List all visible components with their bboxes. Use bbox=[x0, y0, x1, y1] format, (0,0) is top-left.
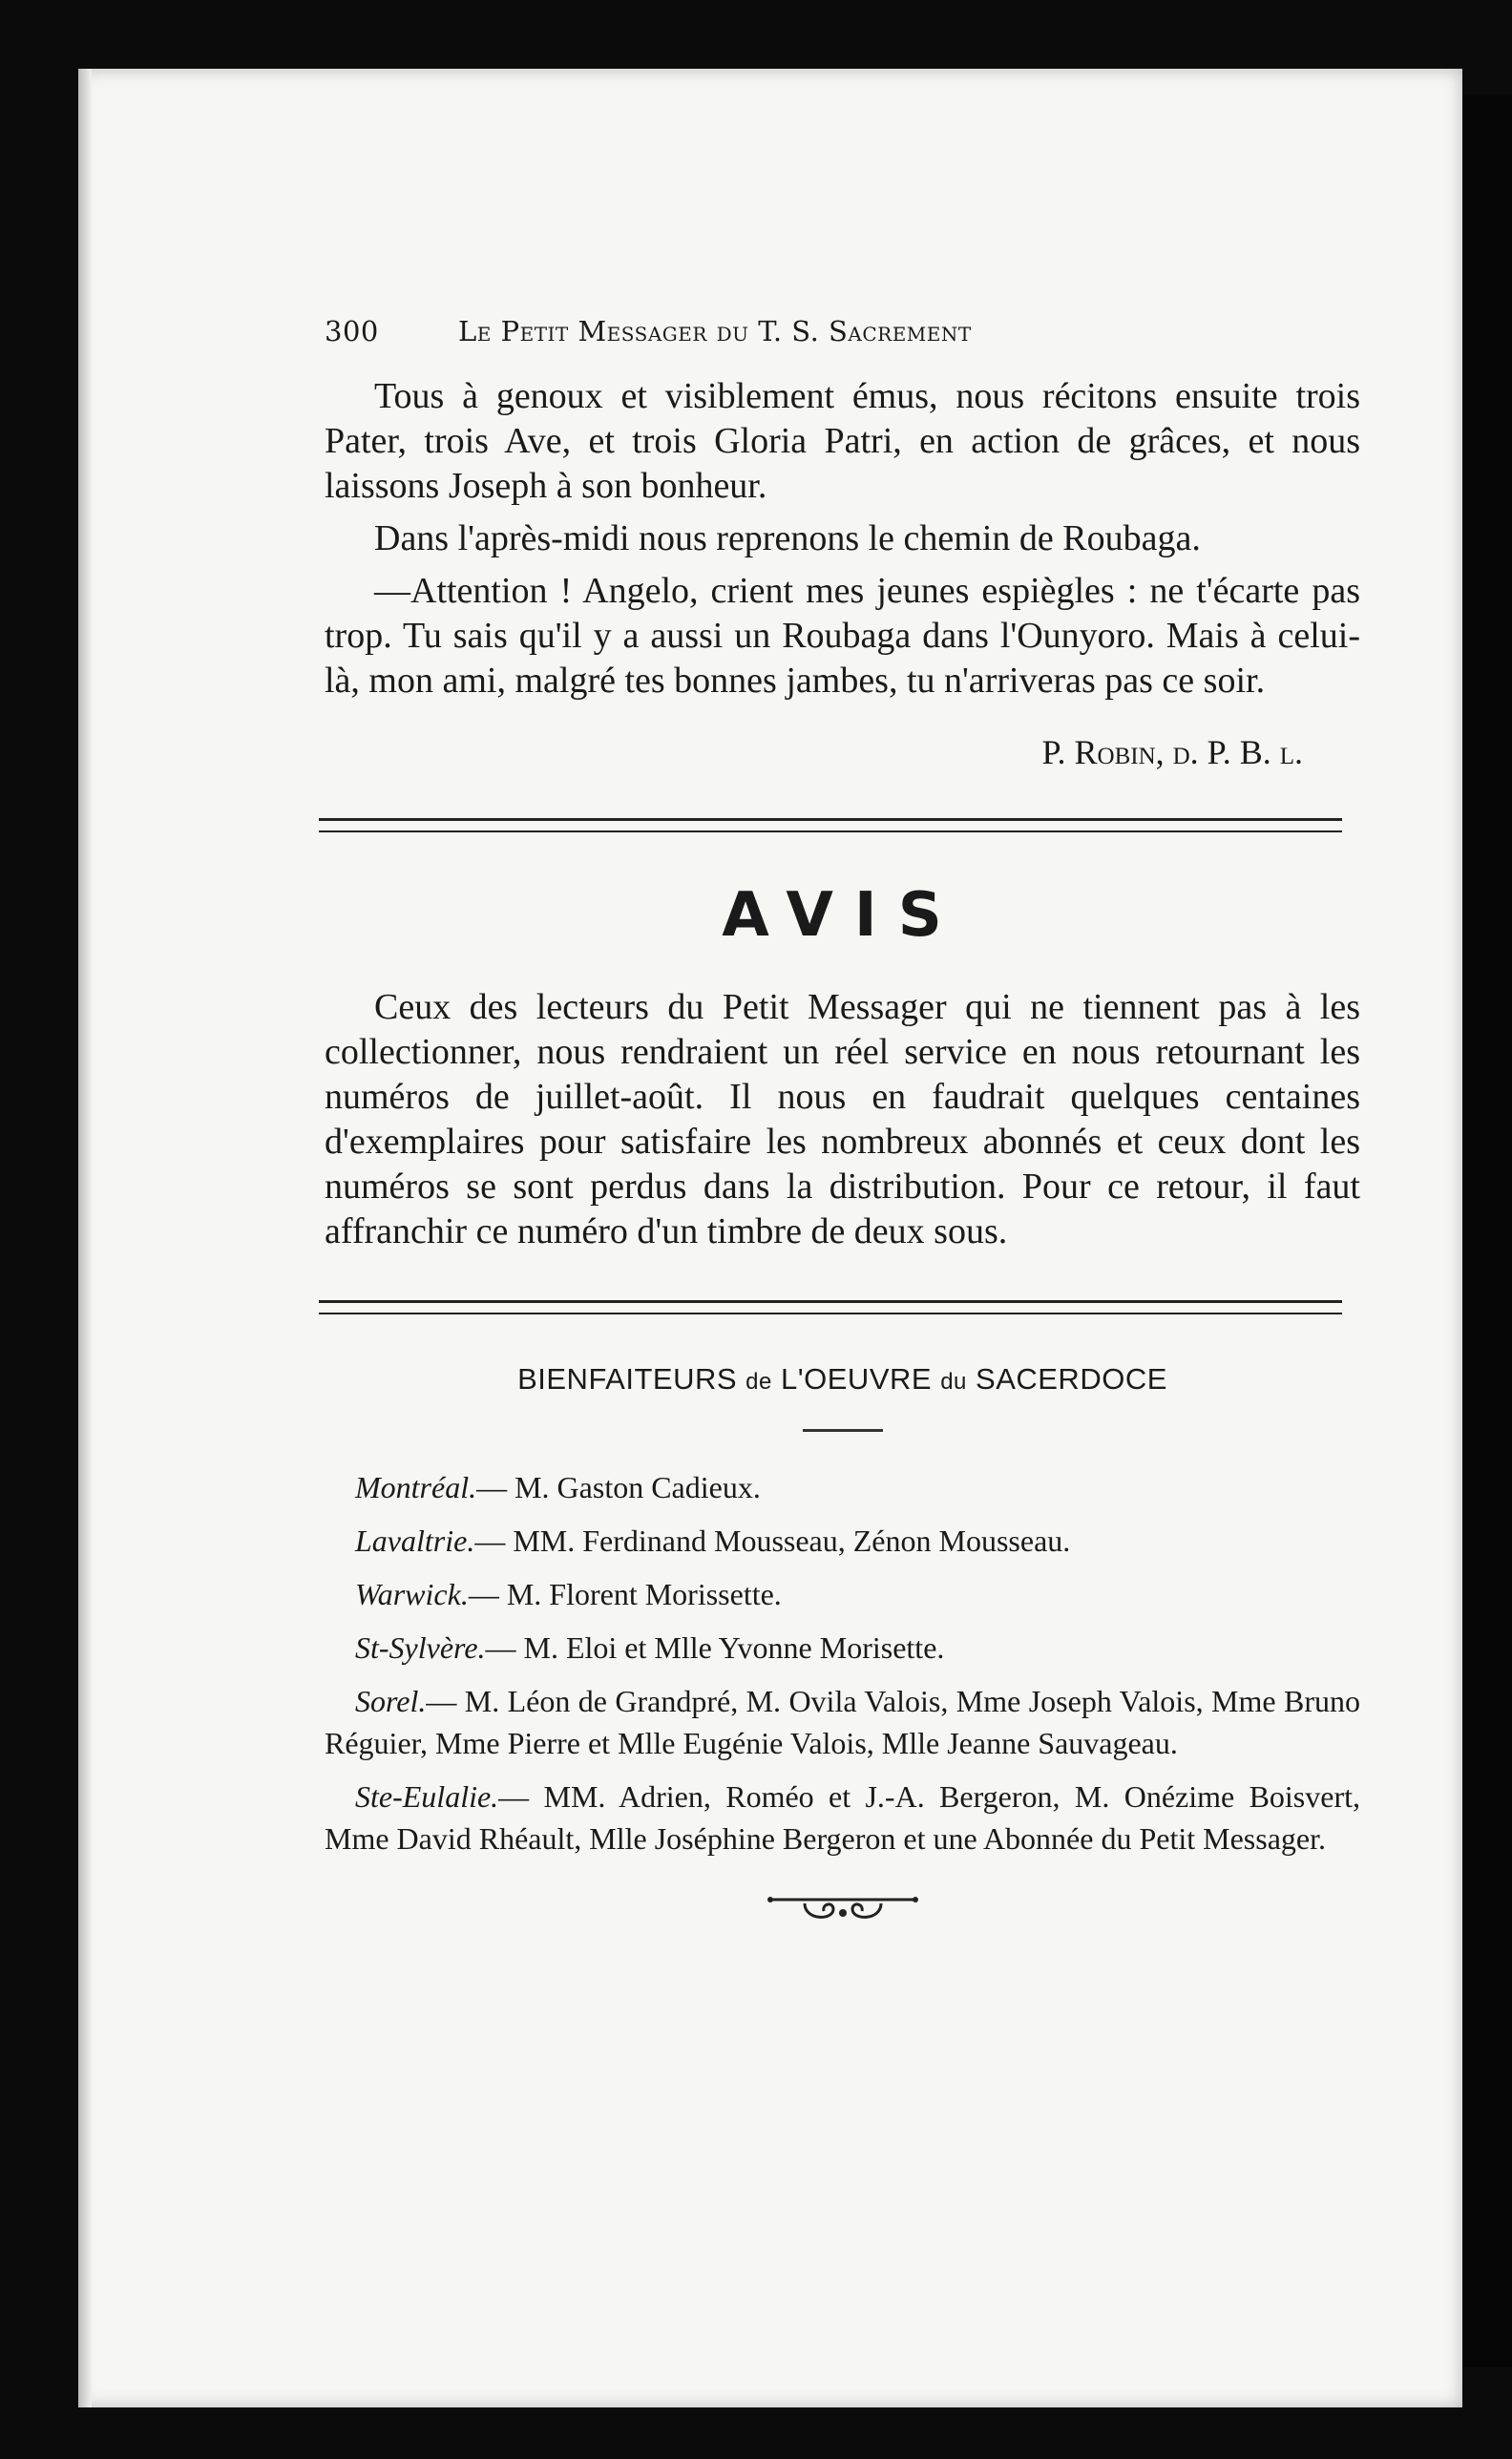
entry-names: — M. Léon de Grandpré, M. Ovila Valois, Mme Joseph Valois, Mme Bruno Réguier, Mme Pierre et Mlle Eugénie Valois, Mlle Jeanne Sauvageau. bbox=[325, 1684, 1360, 1760]
article-paragraph-3: —Attention ! Angelo, crient mes jeunes espiègles : ne t'écarte pas trop. Tu sais qu'il y a aussi un Roubaga dans l'Ounyoro. Mais à celui-là, mon ami, malgré tes bonnes jambes, tu n'arriveras pas ce soir. bbox=[325, 571, 1360, 701]
page-content bbox=[325, 315, 1360, 1930]
article-paragraph-2: Dans l'après-midi nous reprenons le chemin de Roubaga. bbox=[374, 518, 1201, 558]
entry-place: St-Sylvère. bbox=[355, 1630, 486, 1665]
entry-place: Montréal. bbox=[355, 1470, 477, 1504]
section-divider-2 bbox=[319, 1300, 1342, 1314]
entry-place: Sorel. bbox=[355, 1684, 427, 1718]
bienfaiteurs-heading bbox=[325, 1362, 1360, 1397]
entry-place: Warwick. bbox=[355, 1577, 469, 1611]
section-divider-1 bbox=[319, 818, 1342, 832]
heading-part-bienfaiteurs: BIENFAITEURS bbox=[517, 1362, 738, 1396]
heading-part-sacerdoce: SACERDOCE bbox=[976, 1362, 1167, 1396]
benefactor-entry bbox=[325, 1680, 1360, 1764]
tailpiece-ornament-icon bbox=[766, 1892, 919, 1930]
benefactor-entry bbox=[325, 1573, 1360, 1615]
benefactor-entry bbox=[325, 1776, 1360, 1860]
heading-du: du bbox=[940, 1369, 967, 1395]
entry-names: — M. Eloi et Mlle Yvonne Morisette. bbox=[485, 1630, 945, 1665]
entry-names: — M. Florent Morissette. bbox=[468, 1577, 782, 1611]
article-paragraph-1: Tous à genoux et visiblement émus, nous récitons ensuite trois Pater, trois Ave, et trois Gloria Patri, en action de grâces, et nous laissons Joseph à son bonheur. bbox=[325, 376, 1360, 506]
heading-de: de bbox=[746, 1369, 772, 1395]
page-gutter-shadow bbox=[78, 69, 92, 2407]
entry-names: — MM. Ferdinand Mousseau, Zénon Mousseau. bbox=[474, 1524, 1071, 1558]
heading-part-oeuvre: L'OEUVRE bbox=[780, 1362, 933, 1396]
running-title: Le Petit Messager du T. S. Sacrement bbox=[458, 315, 972, 347]
entry-names: — MM. Adrien, Roméo et J.-A. Bergeron, M. Onézime Boisvert, Mme David Rhéault, Mlle Joséphine Bergeron et une Abonnée du Petit Messager. bbox=[325, 1779, 1360, 1856]
page-number: 300 bbox=[325, 315, 379, 347]
avis-text: Ceux des lecteurs du Petit Messager qui ne tiennent pas à les collectionner, nous rendraient un réel service en nous retournant les numéros de juillet-août. Il nous en faudrait quelques centaines d'exemplaires pour satisfaire les nombreux abonnés et ceux dont les numéros se sont perdus dans la distribution. Pour ce retour, il faut affranchir ce numéro d'un timbre de deux sous. bbox=[325, 987, 1360, 1251]
entry-place: Ste-Eulalie. bbox=[355, 1779, 499, 1814]
running-head bbox=[325, 315, 1360, 347]
short-divider bbox=[803, 1429, 883, 1432]
author-signature: P. Robin, d. P. B. l. bbox=[1041, 733, 1303, 771]
avis-heading: AVIS bbox=[722, 880, 963, 951]
benefactor-entry bbox=[325, 1520, 1360, 1562]
entry-place: Lavaltrie. bbox=[355, 1524, 475, 1558]
facing-page-edge bbox=[1462, 95, 1512, 2367]
benefactor-entry bbox=[325, 1466, 1360, 1508]
entry-names: — M. Gaston Cadieux. bbox=[476, 1470, 761, 1504]
benefactor-entry bbox=[325, 1627, 1360, 1669]
